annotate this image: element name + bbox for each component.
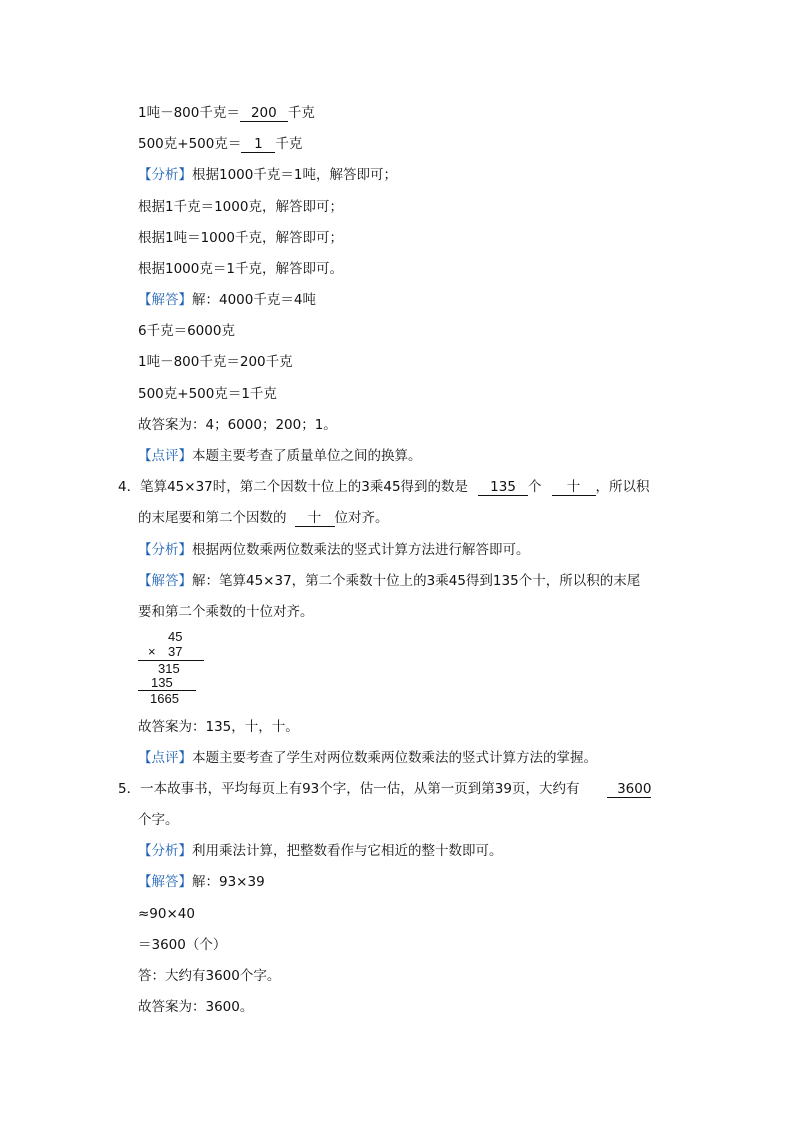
q5-answer-line-4: 答：大约有3600个字。 [138,968,281,984]
q5-answer-line-2: ≈90×40 [138,906,195,922]
q3-answer-text-1: 解：4000千克＝4吨 [192,292,316,308]
q5-answer-tag: 【解答】 [138,874,192,890]
q5-analysis-line [138,842,503,860]
q4-stem-text-e: 位对齐。 [334,510,389,526]
q3-analysis-text-1: 根据1000千克＝1吨，解答即可； [192,167,397,183]
q5-answer-line-3: ＝3600（个） [138,937,227,953]
q4-stem-line-2 [138,509,389,527]
q4-comment-line [138,749,597,767]
q4-answer-blank-3: 十 [295,511,335,527]
q5-stem-line-2: 个字。 [138,812,179,828]
q3-line1-text: 1吨－800千克＝ [138,105,240,121]
q4-analysis-line [138,541,530,559]
q3-answer-blank-1: 200 [240,106,288,122]
q5-analysis-text: 利用乘法计算，把整数看作与它相近的整十数即可。 [192,843,503,859]
q3-analysis-line-1 [138,166,397,184]
q4-analysis-text: 根据两位数乘两位数乘法的竖式计算方法进行解答即可。 [192,542,530,558]
multiplier: 37 [168,644,183,659]
q3-analysis-line-3: 根据1吨＝1000千克，解答即可； [138,230,343,246]
q3-comment-line [138,447,422,465]
q4-stem-text-d: 的末尾要和第二个因数的 [138,510,287,526]
q3-comment-text: 本题主要考查了质量单位之间的换算。 [192,448,422,464]
q3-final-answer: 故答案为：4；6000；200；1。 [138,417,337,433]
partial-product-2: 135 [151,675,173,690]
q3-line2-unit: 千克 [275,136,303,152]
q5-analysis-tag: 【分析】 [138,843,192,859]
q3-answer-line-4: 500克+500克＝1千克 [138,386,277,402]
q3-analysis-tag: 【分析】 [138,167,192,183]
q4-stem-line-1 [118,478,650,496]
q3-answer-tag: 【解答】 [138,292,192,308]
q4-answer-line-1 [138,572,640,590]
q5-final-answer: 故答案为：3600。 [138,999,254,1015]
q4-answer-line-2: 要和第二个乘数的十位对齐。 [138,604,314,620]
q3-line-ton-minus-kg [138,104,315,122]
q3-line2-text: 500克+500克＝ [138,136,242,152]
q3-analysis-line-2: 根据1千克＝1000克，解答即可； [138,199,343,215]
q5-stem-text-a: 一本故事书，平均每页上有93个字，估一估，从第一页到第39页，大约有 [140,781,580,797]
q5-stem-line-1 [118,780,651,798]
partial-product-1: 315 [158,661,180,676]
q4-comment-tag: 【点评】 [138,750,192,766]
multiplication-sign: × [148,644,156,659]
multiplicand: 45 [168,629,183,644]
q5-answer-line-1 [138,873,265,891]
q4-analysis-tag: 【分析】 [138,542,192,558]
q3-answer-line-1 [138,291,316,309]
q4-comment-text: 本题主要考查了学生对两位数乘两位数乘法的竖式计算方法的掌握。 [192,750,597,766]
q3-answer-line-3: 1吨－800千克＝200千克 [138,354,293,370]
q4-stem-text-b: 个 [528,479,542,495]
q4-answer-tag: 【解答】 [138,573,192,589]
q4-stem-text-c: ，所以积 [595,479,650,495]
q4-final-answer: 故答案为：135，十，十。 [138,719,299,735]
q4-answer-blank-2: 十 [552,480,596,496]
q3-analysis-line-4: 根据1000克＝1千克，解答即可。 [138,261,343,277]
q5-answer-blank-1: 3600 [607,782,651,798]
q3-comment-tag: 【点评】 [138,448,192,464]
q3-answer-blank-2: 1 [241,137,275,153]
q5-number: 5． [118,781,141,797]
vertical-multiplication [136,630,206,710]
q3-line-g-plus-g [138,135,302,153]
final-product: 1665 [150,691,179,706]
q4-stem-text-a: 笔算45×37时，第二个因数十位上的3乘45得到的数是 [140,479,469,495]
q4-answer-blank-1: 135 [478,480,528,496]
q4-number: 4． [118,479,141,495]
q5-answer-text-1: 解：93×39 [192,874,265,890]
q3-answer-line-2: 6千克＝6000克 [138,323,235,339]
q3-line1-unit: 千克 [287,105,315,121]
q4-answer-text-1: 解：笔算45×37，第二个乘数十位上的3乘45得到135个十，所以积的末尾 [192,573,641,589]
